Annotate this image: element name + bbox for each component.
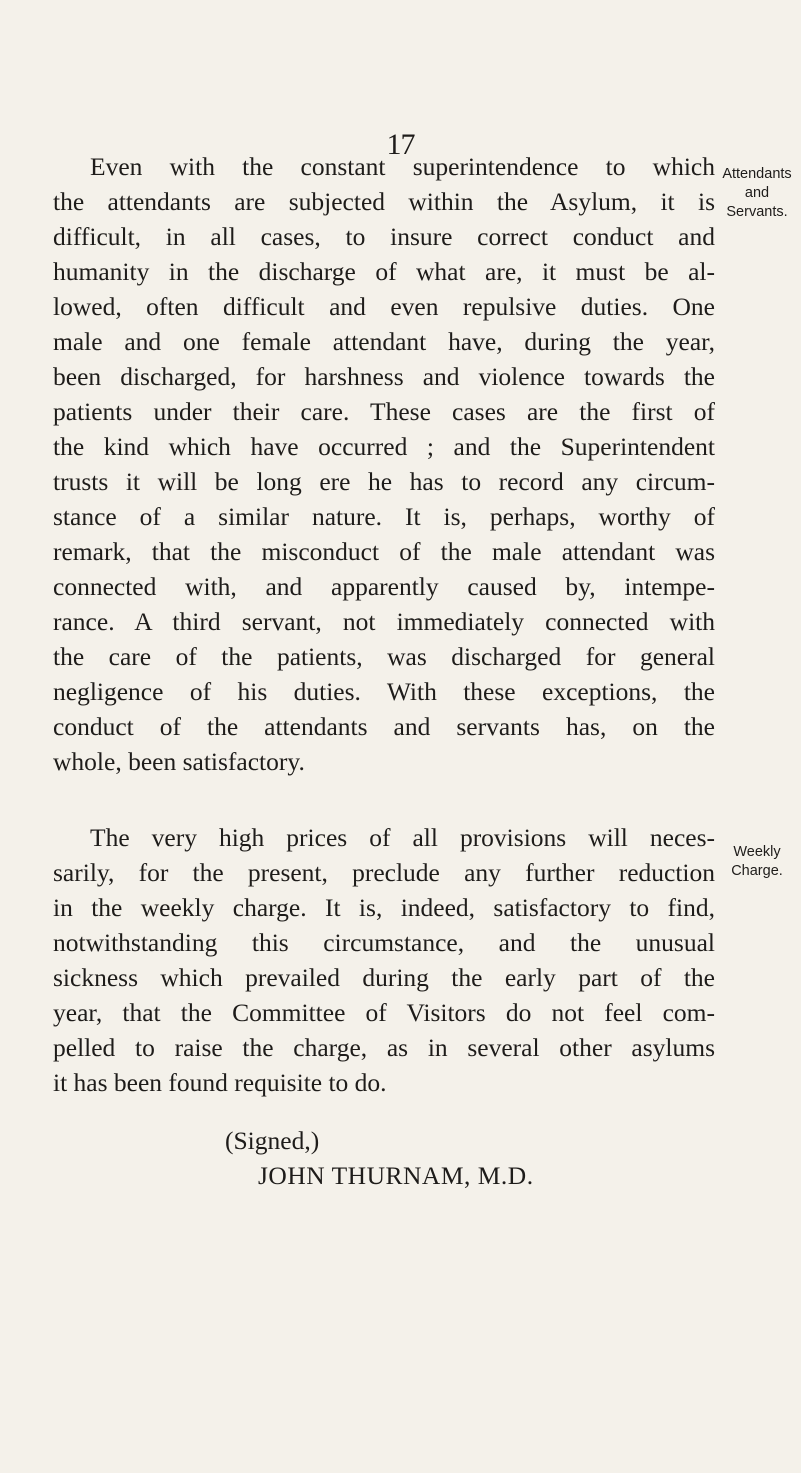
text-line: lowed, often difficult and even repulsive duties. One xyxy=(53,292,715,321)
text-line: the care of the patients, was discharged for general xyxy=(53,642,715,671)
text-line: pelled to raise the charge, as in several other asylums xyxy=(53,1033,715,1062)
margin-note-line: and xyxy=(744,185,770,201)
text-line: the attendants are subjected within the Asylum, it is xyxy=(53,187,715,216)
signed-label: (Signed,) xyxy=(225,1126,320,1155)
text-line: whole, been satisfactory. xyxy=(53,747,305,776)
text-line: patients under their care. These cases are the first of xyxy=(53,397,715,426)
margin-note-line: Weekly xyxy=(733,844,781,860)
text-line: Even with the constant superintendence to which xyxy=(90,152,715,181)
text-line: been discharged, for harshness and violence towards the xyxy=(53,362,715,391)
text-line: negligence of his duties. With these exceptions, the xyxy=(53,677,715,706)
text-line: male and one female attendant have, during the year, xyxy=(53,327,715,356)
text-line: the kind which have occurred ; and the Superintendent xyxy=(53,432,715,461)
text-line: year, that the Committee of Visitors do not feel com- xyxy=(53,998,715,1027)
margin-note-line: Attendants xyxy=(722,166,792,182)
text-line: sarily, for the present, preclude any further reduction xyxy=(53,858,715,887)
text-line: it has been found requisite to do. xyxy=(53,1068,387,1097)
text-line: stance of a similar nature. It is, perhaps, worthy of xyxy=(53,502,715,531)
text-line: The very high prices of all provisions will neces- xyxy=(90,823,715,852)
text-line: in the weekly charge. It is, indeed, satisfactory to find, xyxy=(53,893,715,922)
text-line: humanity in the discharge of what are, it must be al- xyxy=(53,257,715,286)
margin-note-line: Charge. xyxy=(731,863,783,879)
page-number: 17 xyxy=(386,128,415,161)
text-line: rance. A third servant, not immediately connected with xyxy=(53,607,715,636)
signatory-name: JOHN THURNAM, M.D. xyxy=(258,1161,534,1190)
text-line: connected with, and apparently caused by, intempe- xyxy=(53,572,715,601)
text-line: notwithstanding this circumstance, and the unusual xyxy=(53,928,715,957)
text-line: trusts it will be long ere he has to record any circum- xyxy=(53,467,715,496)
text-line: sickness which prevailed during the early part of the xyxy=(53,963,715,992)
text-line: conduct of the attendants and servants has, on the xyxy=(53,712,715,741)
margin-note-line: Servants. xyxy=(726,204,788,220)
text-line: remark, that the misconduct of the male attendant was xyxy=(53,537,715,566)
text-line: difficult, in all cases, to insure correct conduct and xyxy=(53,222,715,251)
